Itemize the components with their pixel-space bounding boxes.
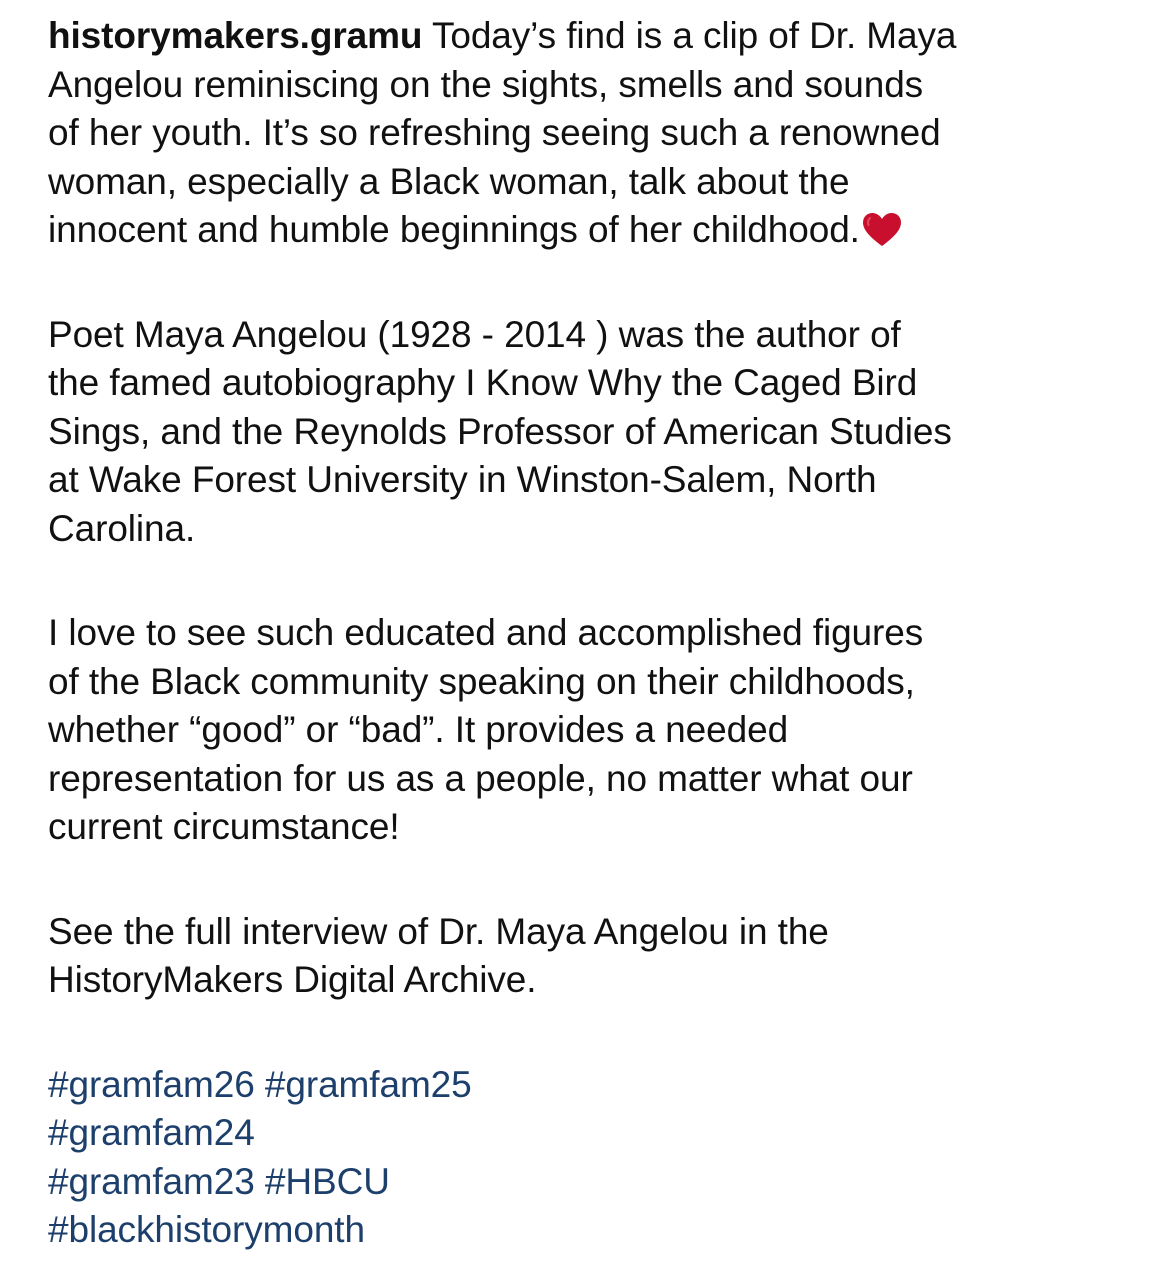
caption-paragraph-2 bbox=[48, 311, 1128, 554]
caption-paragraph-3 bbox=[48, 609, 1128, 852]
caption-line: woman, especially a Black woman, talk about the bbox=[48, 160, 850, 202]
hashtag-link[interactable]: #HBCU bbox=[264, 1160, 390, 1202]
hashtag-line bbox=[48, 1109, 1128, 1158]
caption-text: innocent and humble beginnings of her childhood. bbox=[48, 209, 860, 250]
caption-line: Sings, and the Reynolds Professor of American Studies bbox=[48, 410, 952, 452]
paragraph-gap bbox=[48, 852, 1128, 908]
red-heart-icon bbox=[862, 212, 902, 248]
caption-line: Poet Maya Angelou (1928 - 2014 ) was the author of bbox=[48, 313, 901, 355]
paragraph-gap bbox=[48, 255, 1128, 311]
caption-line: current circumstance! bbox=[48, 806, 400, 847]
caption-line: Angelou reminiscing on the sights, smells and sounds bbox=[48, 63, 924, 105]
caption-line: whether “good” or “bad”. It provides a needed bbox=[48, 709, 789, 750]
paragraph-gap bbox=[48, 553, 1128, 609]
caption-line: the famed autobiography I Know Why the Caged Bird bbox=[48, 362, 918, 403]
hashtag-line bbox=[48, 1206, 1128, 1255]
caption-line bbox=[48, 206, 1128, 255]
hashtag-link[interactable]: #gramfam24 bbox=[48, 1112, 255, 1153]
caption-paragraph-4 bbox=[48, 908, 1128, 1005]
caption-line: of the Black community speaking on their childhoods, bbox=[48, 660, 915, 702]
caption-line: HistoryMakers Digital Archive. bbox=[48, 959, 537, 1000]
caption-line: at Wake Forest University in Winston-Salem, North bbox=[48, 459, 877, 500]
caption-line: representation for us as a people, no matter what our bbox=[48, 757, 913, 799]
caption-line: See the full interview of Dr. Maya Angelou in the bbox=[48, 910, 829, 952]
hashtag-link[interactable]: #gramfam25 bbox=[264, 1063, 472, 1105]
hashtag-list bbox=[48, 1061, 1128, 1255]
caption-line bbox=[48, 12, 1128, 61]
hashtag-line bbox=[48, 1061, 1128, 1110]
caption-paragraph-1 bbox=[48, 12, 1128, 255]
username-link[interactable]: historymakers.gramu bbox=[48, 15, 423, 56]
hashtag-link[interactable]: #blackhistorymonth bbox=[48, 1209, 365, 1250]
hashtag-link[interactable]: #gramfam23 bbox=[48, 1160, 255, 1202]
post-caption bbox=[48, 12, 1128, 1255]
caption-text: Today’s find is a clip of Dr. Maya bbox=[431, 15, 957, 56]
caption-line: I love to see such educated and accomplished figures bbox=[48, 612, 924, 653]
paragraph-gap bbox=[48, 1005, 1128, 1061]
caption-line: of her youth. It’s so refreshing seeing such a renowned bbox=[48, 112, 941, 153]
hashtag-line bbox=[48, 1158, 1128, 1207]
hashtag-link[interactable]: #gramfam26 bbox=[48, 1063, 255, 1105]
caption-line: Carolina. bbox=[48, 507, 196, 549]
